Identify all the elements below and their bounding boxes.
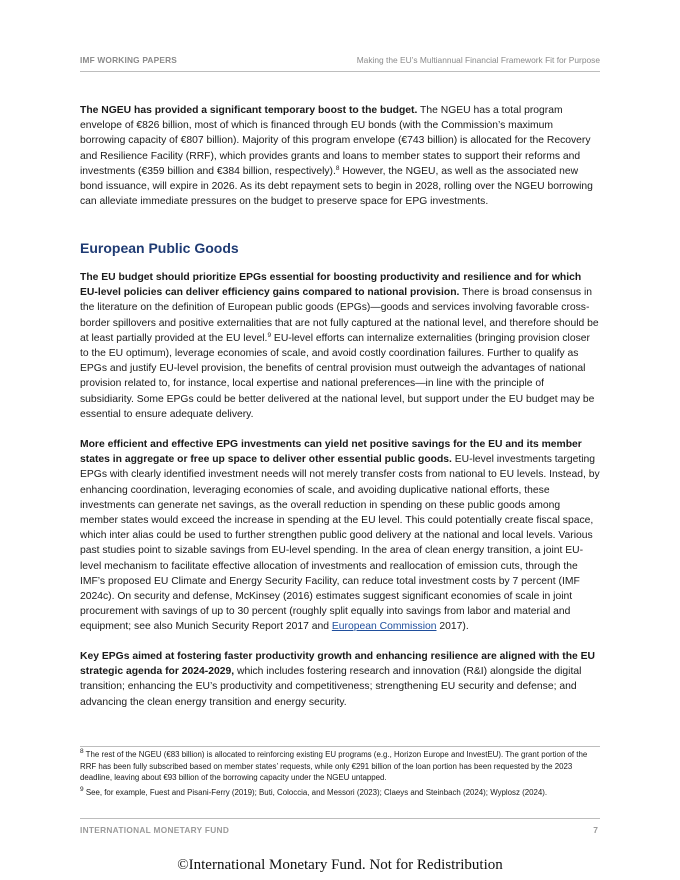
footer-org: INTERNATIONAL MONETARY FUND bbox=[80, 825, 230, 835]
page-number: 7 bbox=[593, 825, 598, 835]
footnote-text: The rest of the NGEU (€83 billion) is allocated to reinforcing existing EU programs (e.g., Horizon Europe and InvestEU). The grant portion of the RRF has been fully subscribed based on member states’ requests, while only €291 billion of the loan portion has been requested by the 2023 deadline, leaving about €93 billion of the borrowing capacity under the NGEU untapped. bbox=[80, 750, 588, 783]
paragraph-text: EU-level efforts can internalize externalities (bringing provision closer to the EU optimum), leverage economies of scale, and avoid costly coordination failures. Further to qualify as EPGs and justify EU-level provision, the benefits of central provision must outweigh the advantages of national provision related to, for instance, local expertise and national preferences—in line with the principle of subsidiarity. Some EPGs could be better delivered at the national level, but support under the EU budget may be essential to ensure adequate delivery. bbox=[80, 332, 595, 420]
header-title: Making the EU’s Multiannual Financial Framework Fit for Purpose bbox=[356, 55, 600, 65]
footnote-ref[interactable]: 9 bbox=[267, 331, 272, 339]
copyright-notice: ©International Monetary Fund. Not for Redistribution bbox=[177, 857, 503, 873]
paragraph-key-epgs bbox=[80, 649, 600, 710]
section-heading: European Public Goods bbox=[80, 240, 239, 256]
paragraph-epg-priority bbox=[80, 270, 600, 422]
header-rule bbox=[80, 71, 600, 72]
paragraph-lead: The NGEU has provided a significant temporary boost to the budget. bbox=[80, 105, 418, 116]
header-series: IMF WORKING PAPERS bbox=[80, 55, 178, 65]
footnote-number: 8 bbox=[80, 748, 84, 755]
footnote-rule bbox=[80, 746, 600, 747]
paragraph-text: which includes fostering research and innovation (R&I) alongside the digital transition; enhancing the EU’s productivity and competitiveness; strengthening EU security and defense; and advancing the clean energy transition and energy security. bbox=[80, 666, 582, 708]
paragraph-lead: The EU budget should prioritize EPGs essential for boosting productivity and resilience and for which EU-level policies can deliver efficiency gains compared to national provision. bbox=[80, 272, 582, 299]
paragraph-lead: More efficient and effective EPG investments can yield net positive savings for the EU and its member states in aggregate or free up space to deliver other essential public goods. bbox=[80, 439, 582, 466]
footnote-number: 9 bbox=[80, 786, 84, 793]
footnote-ref[interactable]: 8 bbox=[335, 164, 340, 172]
paragraph-text: However, the NGEU, as well as the associated new bond issuance, will expire in 2026. As its debt repayment sets to begin in 2028, rolling over the NGEU borrowing can alleviate immediate pressures on the budget to preserve space for EPG investments. bbox=[80, 165, 593, 208]
footer-rule bbox=[80, 818, 600, 819]
paragraph-epg-savings bbox=[80, 437, 600, 635]
paragraph-text: There is broad consensus in the literature on the definition of European public goods (EPGs)—goods and services involving favorable cross-border spillovers and positive externalities that are not fully captured at the national level, and therefore should be at least partially provided at the EU level. bbox=[80, 287, 599, 344]
footnote-text: See, for example, Fuest and Pisani-Ferry (2019); Buti, Coloccia, and Messori (2023); Claeys and Steinbach (2024); Wyplosz (2024). bbox=[83, 788, 548, 797]
paragraph-ngeu bbox=[80, 103, 600, 209]
paragraph-text: The NGEU has a total program envelope of €826 billion, most of which is financed through EU bonds (with the Commission’s maximum borrowing capacity of €807 billion). Majority of this program envelope (€743 billion) is allocated for the Recovery and Resilience Facility (RRF), which provides grants and loans to member states to support their reforms and investments (€359 billion and €384 billion, respectively). bbox=[80, 105, 591, 177]
european-commission-link[interactable]: European Commission bbox=[331, 621, 437, 633]
paragraph-text: EU-level investments targeting EPGs with clearly identified investment needs will not merely transfer costs from national to EU levels. Instead, by enhancing coordination, leveraging economies of scale, and avoiding duplicative national efforts, these investments can generate net savings, as the overall reduction in spending on these public goods among member states would exceed the increase in spending at the EU level. This could potentially create fiscal space, which inter alias could be used to further strengthen public good delivery at the national and local levels. Various past studies point to sizable savings from EU-level spending. In the area of clean energy transition, a joint EU-level mechanism to facilitate effective allocation of investments and reallocation of emission cuts, through the IMF’s proposed EU Climate and Energy Security Facility, can reduce total investment costs by 7 percent (IMF 2024c). On security and defense, McKinsey (2016) estimates suggest significant economies of scale in joint procurement with savings of up to 30 percent (roughly split equally into savings from labor and material and equipment; see also Munich Security Report 2017 and bbox=[80, 454, 600, 633]
footnote-9 bbox=[80, 787, 602, 799]
paragraph-text: 2017). bbox=[436, 621, 469, 633]
footnote-8 bbox=[80, 749, 602, 784]
paragraph-lead: Key EPGs aimed at fostering faster productivity growth and enhancing resilience are aligned with the EU strategic agenda for 2024-2029, bbox=[80, 651, 596, 678]
